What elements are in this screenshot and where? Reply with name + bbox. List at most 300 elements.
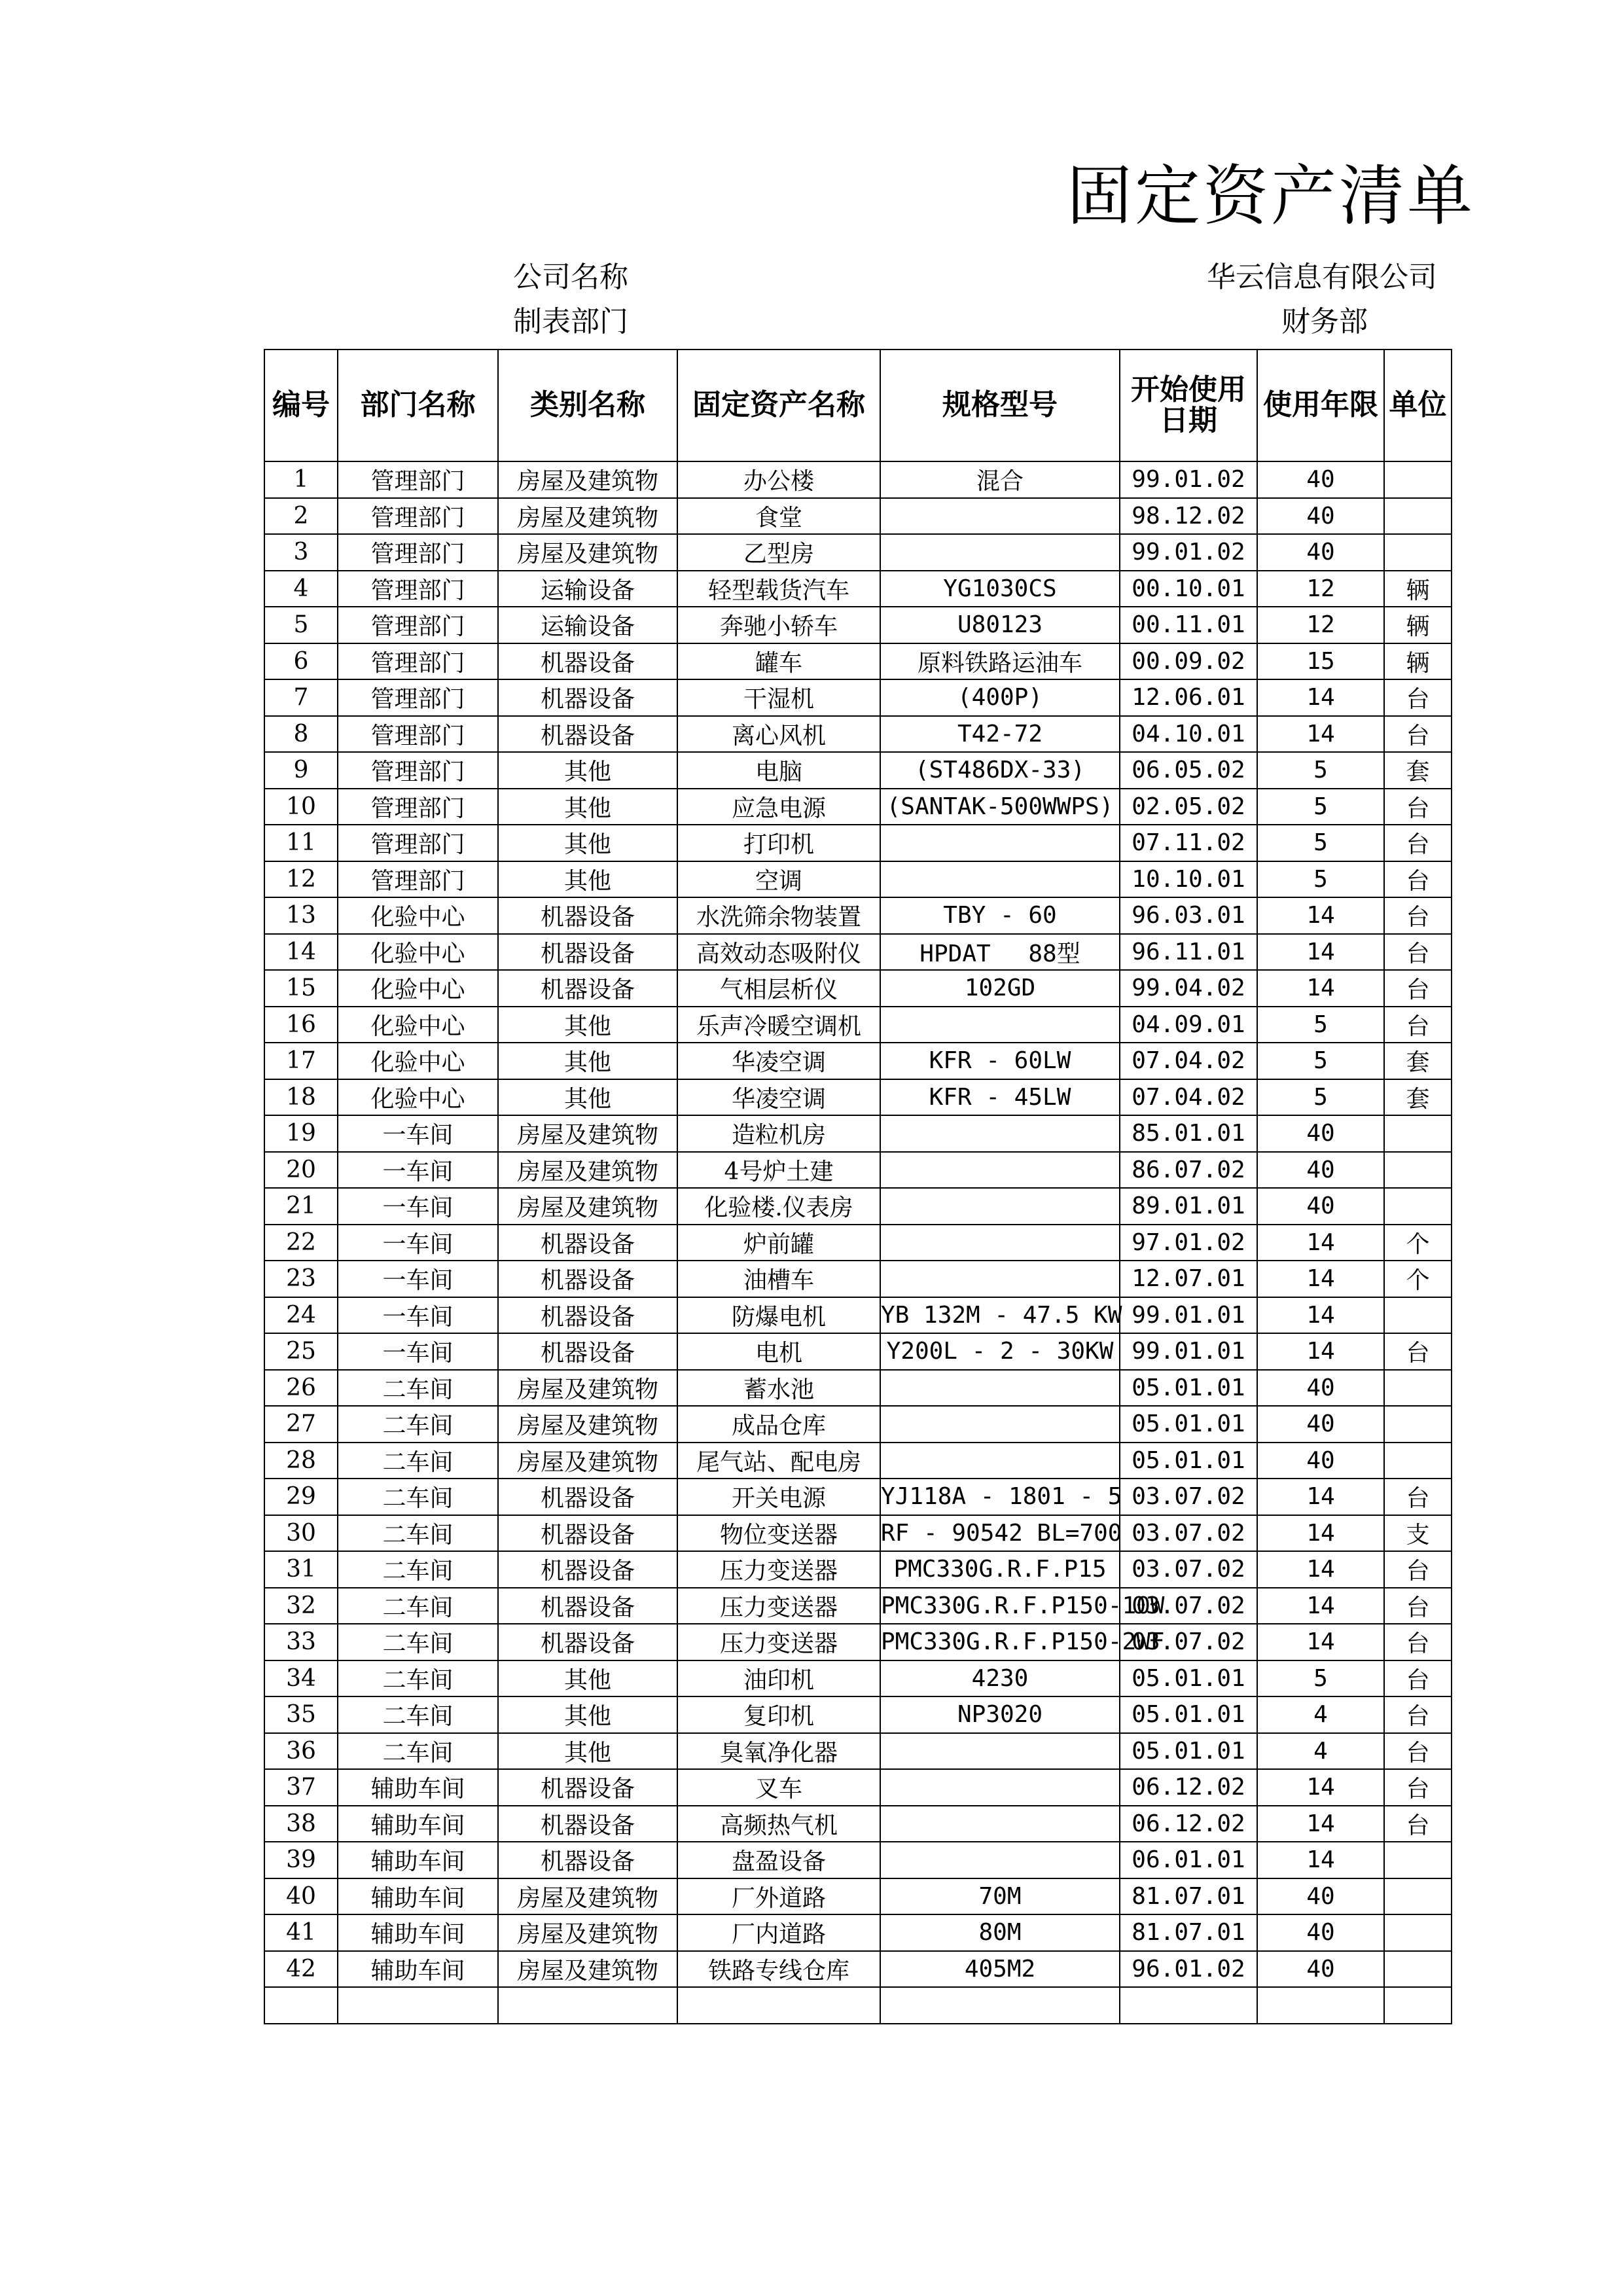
cell-unit [1384, 534, 1452, 571]
cell-start-date: 04.09.01 [1120, 1007, 1257, 1043]
table-row [264, 534, 1452, 571]
cell-category: 机器设备 [498, 643, 677, 680]
cell-asset-name: 油槽车 [677, 1261, 880, 1297]
cell-start-date: 97.01.02 [1120, 1225, 1257, 1261]
cell-start-date: 81.07.01 [1120, 1914, 1257, 1951]
cell-asset-name: 炉前罐 [677, 1225, 880, 1261]
cell-spec: KFR - 60LW [880, 1043, 1120, 1079]
cell-id: 14 [264, 934, 338, 971]
cell-unit [1384, 461, 1452, 498]
cell-spec [880, 1115, 1120, 1152]
cell-department: 管理部门 [338, 825, 498, 861]
cell-asset-name: 叉车 [677, 1769, 880, 1806]
table-row [264, 1297, 1452, 1334]
cell-asset-name: 压力变送器 [677, 1588, 880, 1624]
cell-service-years: 40 [1257, 498, 1384, 535]
cell-asset-name: 开关电源 [677, 1479, 880, 1515]
cell-start-date: 07.11.02 [1120, 825, 1257, 861]
cell-spec: PMC330G.R.F.P15 [880, 1551, 1120, 1588]
cell-spec: 80M [880, 1914, 1120, 1951]
table-row [264, 1696, 1452, 1733]
cell-start-date: 99.01.01 [1120, 1297, 1257, 1334]
cell-service-years: 14 [1257, 934, 1384, 971]
table-row [264, 607, 1452, 643]
header-asset-name: 固定资产名称 [677, 350, 880, 461]
cell-department: 管理部门 [338, 498, 498, 535]
cell-category: 房屋及建筑物 [498, 1370, 677, 1407]
cell-unit: 台 [1384, 861, 1452, 898]
table-row [264, 1914, 1452, 1951]
cell-asset-name: 复印机 [677, 1696, 880, 1733]
table-row [264, 1370, 1452, 1407]
cell-id: 7 [264, 679, 338, 716]
cell-start-date: 99.04.02 [1120, 970, 1257, 1007]
table-row [264, 1551, 1452, 1588]
cell-start-date: 86.07.02 [1120, 1152, 1257, 1189]
cell-spec: 4230 [880, 1660, 1120, 1697]
cell-spec: 70M [880, 1878, 1120, 1915]
table-row [264, 1842, 1452, 1878]
cell-start-date: 07.04.02 [1120, 1079, 1257, 1116]
cell-category: 机器设备 [498, 1225, 677, 1261]
header-unit: 单位 [1384, 350, 1452, 461]
cell-department: 一车间 [338, 1297, 498, 1334]
cell-unit: 台 [1384, 679, 1452, 716]
cell-service-years: 14 [1257, 1479, 1384, 1515]
cell-service-years: 40 [1257, 1370, 1384, 1407]
cell-start-date: 99.01.02 [1120, 461, 1257, 498]
cell-id: 21 [264, 1188, 338, 1225]
cell-department: 一车间 [338, 1261, 498, 1297]
cell-spec [880, 1443, 1120, 1479]
cell-id: 37 [264, 1769, 338, 1806]
cell-service-years: 5 [1257, 861, 1384, 898]
table-row [264, 1515, 1452, 1552]
cell-id: 6 [264, 643, 338, 680]
cell-id: 5 [264, 607, 338, 643]
table-row [264, 789, 1452, 825]
cell-unit [1384, 1987, 1452, 2024]
cell-service-years: 12 [1257, 571, 1384, 607]
cell-asset-name: 高效动态吸附仪 [677, 934, 880, 971]
cell-spec [880, 1806, 1120, 1842]
cell-id: 26 [264, 1370, 338, 1407]
cell-department: 一车间 [338, 1333, 498, 1370]
cell-id: 25 [264, 1333, 338, 1370]
cell-id: 41 [264, 1914, 338, 1951]
table-row [264, 1225, 1452, 1261]
cell-unit: 支 [1384, 1515, 1452, 1552]
cell-department: 化验中心 [338, 1007, 498, 1043]
cell-unit: 辆 [1384, 643, 1452, 680]
cell-start-date: 03.07.02 [1120, 1588, 1257, 1624]
cell-asset-name: 化验楼.仪表房 [677, 1188, 880, 1225]
cell-asset-name: 乙型房 [677, 534, 880, 571]
table-row [264, 970, 1452, 1007]
cell-service-years: 40 [1257, 1951, 1384, 1988]
cell-unit [1384, 1115, 1452, 1152]
cell-department: 二车间 [338, 1696, 498, 1733]
cell-service-years: 14 [1257, 1588, 1384, 1624]
cell-service-years: 40 [1257, 1115, 1384, 1152]
table-row [264, 716, 1452, 753]
table-row [264, 679, 1452, 716]
cell-category: 房屋及建筑物 [498, 1152, 677, 1189]
table-row [264, 1115, 1452, 1152]
table-row [264, 571, 1452, 607]
cell-spec: NP3020 [880, 1696, 1120, 1733]
cell-start-date: 04.10.01 [1120, 716, 1257, 753]
cell-service-years: 4 [1257, 1733, 1384, 1770]
cell-department: 二车间 [338, 1624, 498, 1660]
cell-id: 15 [264, 970, 338, 1007]
cell-unit: 辆 [1384, 607, 1452, 643]
cell-spec: RF - 90542 BL=700 [880, 1515, 1120, 1552]
cell-spec: 102GD [880, 970, 1120, 1007]
cell-start-date: 05.01.01 [1120, 1443, 1257, 1479]
cell-spec: (ST486DX-33) [880, 752, 1120, 789]
cell-service-years: 14 [1257, 897, 1384, 934]
cell-category: 机器设备 [498, 679, 677, 716]
cell-asset-name: 电脑 [677, 752, 880, 789]
cell-unit: 台 [1384, 1624, 1452, 1660]
cell-category: 房屋及建筑物 [498, 1188, 677, 1225]
cell-department: 管理部门 [338, 461, 498, 498]
cell-id: 20 [264, 1152, 338, 1189]
cell-id: 31 [264, 1551, 338, 1588]
cell-department: 辅助车间 [338, 1806, 498, 1842]
cell-unit [1384, 1443, 1452, 1479]
cell-asset-name: 厂外道路 [677, 1878, 880, 1915]
cell-service-years: 14 [1257, 716, 1384, 753]
cell-department: 管理部门 [338, 861, 498, 898]
table-row [264, 1007, 1452, 1043]
cell-unit: 台 [1384, 1769, 1452, 1806]
cell-id: 24 [264, 1297, 338, 1334]
cell-unit: 套 [1384, 1043, 1452, 1079]
table-row [264, 1443, 1452, 1479]
cell-department: 二车间 [338, 1370, 498, 1407]
cell-unit [1384, 498, 1452, 535]
department-label: 制表部门 [513, 305, 628, 338]
cell-department: 管理部门 [338, 571, 498, 607]
cell-unit [1384, 1878, 1452, 1915]
cell-spec: PMC330G.R.F.P150-2WF [880, 1624, 1120, 1660]
cell-department: 辅助车间 [338, 1842, 498, 1878]
cell-service-years: 5 [1257, 1079, 1384, 1116]
cell-id: 22 [264, 1225, 338, 1261]
cell-spec [880, 1842, 1120, 1878]
cell-service-years: 40 [1257, 1406, 1384, 1443]
table-row [264, 1951, 1452, 1988]
cell-department: 化验中心 [338, 1043, 498, 1079]
cell-service-years: 14 [1257, 1769, 1384, 1806]
cell-unit: 台 [1384, 897, 1452, 934]
header-department: 部门名称 [338, 350, 498, 461]
cell-category [498, 1987, 677, 2024]
cell-department: 辅助车间 [338, 1878, 498, 1915]
cell-category: 运输设备 [498, 607, 677, 643]
table-row [264, 752, 1452, 789]
cell-start-date: 00.09.02 [1120, 643, 1257, 680]
cell-start-date: 05.01.01 [1120, 1733, 1257, 1770]
table-row [264, 1043, 1452, 1079]
cell-asset-name: 造粒机房 [677, 1115, 880, 1152]
cell-department: 二车间 [338, 1443, 498, 1479]
cell-spec: YJ118A - 1801 - 5 [880, 1479, 1120, 1515]
cell-service-years: 14 [1257, 1333, 1384, 1370]
table-row [264, 1406, 1452, 1443]
table-row [264, 897, 1452, 934]
cell-department: 二车间 [338, 1551, 498, 1588]
cell-spec: PMC330G.R.F.P150-10W [880, 1588, 1120, 1624]
cell-asset-name: 4号炉土建 [677, 1152, 880, 1189]
cell-category: 机器设备 [498, 1806, 677, 1842]
cell-asset-name: 罐车 [677, 643, 880, 680]
cell-service-years: 40 [1257, 1152, 1384, 1189]
cell-start-date: 00.11.01 [1120, 607, 1257, 643]
cell-id: 39 [264, 1842, 338, 1878]
cell-unit: 台 [1384, 716, 1452, 753]
cell-start-date: 12.06.01 [1120, 679, 1257, 716]
cell-asset-name: 盘盈设备 [677, 1842, 880, 1878]
cell-start-date: 12.07.01 [1120, 1261, 1257, 1297]
cell-service-years: 40 [1257, 1443, 1384, 1479]
cell-start-date [1120, 1987, 1257, 2024]
cell-start-date: 96.01.02 [1120, 1951, 1257, 1988]
cell-category: 机器设备 [498, 1479, 677, 1515]
cell-start-date: 98.12.02 [1120, 498, 1257, 535]
cell-service-years: 14 [1257, 679, 1384, 716]
cell-id: 17 [264, 1043, 338, 1079]
cell-asset-name: 高频热气机 [677, 1806, 880, 1842]
cell-id: 38 [264, 1806, 338, 1842]
cell-unit: 台 [1384, 825, 1452, 861]
cell-unit: 台 [1384, 1333, 1452, 1370]
cell-unit [1384, 1152, 1452, 1189]
cell-category: 机器设备 [498, 897, 677, 934]
cell-start-date: 81.07.01 [1120, 1878, 1257, 1915]
cell-start-date: 06.12.02 [1120, 1769, 1257, 1806]
cell-unit: 台 [1384, 934, 1452, 971]
cell-id: 2 [264, 498, 338, 535]
header-id: 编号 [264, 350, 338, 461]
cell-id: 34 [264, 1660, 338, 1697]
cell-asset-name: 乐声冷暖空调机 [677, 1007, 880, 1043]
cell-spec [880, 534, 1120, 571]
cell-asset-name: 华凌空调 [677, 1079, 880, 1116]
cell-id: 11 [264, 825, 338, 861]
cell-unit: 辆 [1384, 571, 1452, 607]
cell-unit: 台 [1384, 1806, 1452, 1842]
cell-category: 其他 [498, 1660, 677, 1697]
cell-spec: T42-72 [880, 716, 1120, 753]
cell-unit: 套 [1384, 1079, 1452, 1116]
cell-service-years: 40 [1257, 1188, 1384, 1225]
header-category: 类别名称 [498, 350, 677, 461]
cell-asset-name: 轻型载货汽车 [677, 571, 880, 607]
cell-department: 管理部门 [338, 643, 498, 680]
header-start-date: 开始使用日期 [1120, 350, 1257, 461]
cell-department: 二车间 [338, 1479, 498, 1515]
cell-department: 一车间 [338, 1152, 498, 1189]
cell-spec [880, 1733, 1120, 1770]
cell-start-date: 10.10.01 [1120, 861, 1257, 898]
cell-asset-name: 离心风机 [677, 716, 880, 753]
cell-asset-name: 尾气站、配电房 [677, 1443, 880, 1479]
cell-department: 化验中心 [338, 897, 498, 934]
cell-asset-name: 蓄水池 [677, 1370, 880, 1407]
cell-start-date: 03.07.02 [1120, 1479, 1257, 1515]
company-name-value: 华云信息有限公司 [1207, 260, 1437, 294]
cell-asset-name: 食堂 [677, 498, 880, 535]
cell-service-years: 14 [1257, 1225, 1384, 1261]
table-row [264, 643, 1452, 680]
cell-service-years: 5 [1257, 1043, 1384, 1079]
cell-category: 房屋及建筑物 [498, 1443, 677, 1479]
cell-unit [1384, 1406, 1452, 1443]
cell-department: 一车间 [338, 1188, 498, 1225]
cell-start-date: 89.01.01 [1120, 1188, 1257, 1225]
cell-asset-name: 华凌空调 [677, 1043, 880, 1079]
table-row [264, 1333, 1452, 1370]
cell-spec: YB 132M - 47.5 KW [880, 1297, 1120, 1334]
cell-asset-name: 防爆电机 [677, 1297, 880, 1334]
cell-id: 30 [264, 1515, 338, 1552]
cell-category: 机器设备 [498, 1261, 677, 1297]
cell-service-years [1257, 1987, 1384, 2024]
company-name-label: 公司名称 [513, 260, 628, 294]
cell-unit: 台 [1384, 1479, 1452, 1515]
cell-category: 房屋及建筑物 [498, 1406, 677, 1443]
cell-unit: 台 [1384, 1660, 1452, 1697]
cell-service-years: 5 [1257, 825, 1384, 861]
cell-id: 18 [264, 1079, 338, 1116]
cell-id: 28 [264, 1443, 338, 1479]
cell-category: 机器设备 [498, 1769, 677, 1806]
cell-id: 33 [264, 1624, 338, 1660]
header-spec: 规格型号 [880, 350, 1120, 461]
cell-id: 32 [264, 1588, 338, 1624]
cell-id: 9 [264, 752, 338, 789]
cell-category: 其他 [498, 752, 677, 789]
cell-unit: 台 [1384, 970, 1452, 1007]
cell-asset-name [677, 1987, 880, 2024]
cell-start-date: 99.01.02 [1120, 534, 1257, 571]
cell-id: 3 [264, 534, 338, 571]
cell-asset-name: 气相层析仪 [677, 970, 880, 1007]
table-row [264, 1152, 1452, 1189]
cell-service-years: 14 [1257, 1842, 1384, 1878]
cell-department: 管理部门 [338, 679, 498, 716]
cell-unit [1384, 1951, 1452, 1988]
cell-department: 辅助车间 [338, 1951, 498, 1988]
cell-spec [880, 1370, 1120, 1407]
cell-spec: U80123 [880, 607, 1120, 643]
cell-unit [1384, 1370, 1452, 1407]
cell-id: 40 [264, 1878, 338, 1915]
cell-unit: 台 [1384, 1551, 1452, 1588]
table-row [264, 1079, 1452, 1116]
cell-category: 机器设备 [498, 970, 677, 1007]
cell-id: 4 [264, 571, 338, 607]
table-row [264, 1660, 1452, 1697]
cell-id: 12 [264, 861, 338, 898]
cell-service-years: 14 [1257, 1261, 1384, 1297]
cell-category: 其他 [498, 1043, 677, 1079]
cell-category: 其他 [498, 861, 677, 898]
cell-id: 1 [264, 461, 338, 498]
cell-spec [880, 498, 1120, 535]
cell-unit [1384, 1842, 1452, 1878]
cell-spec: YG1030CS [880, 571, 1120, 607]
table-header-row [264, 350, 1452, 461]
table-row [264, 1479, 1452, 1515]
cell-category: 机器设备 [498, 716, 677, 753]
cell-category: 机器设备 [498, 1297, 677, 1334]
cell-category: 房屋及建筑物 [498, 534, 677, 571]
cell-spec: 405M2 [880, 1951, 1120, 1988]
cell-spec [880, 1987, 1120, 2024]
cell-category: 运输设备 [498, 571, 677, 607]
cell-category: 其他 [498, 1696, 677, 1733]
cell-id: 13 [264, 897, 338, 934]
cell-unit: 台 [1384, 1696, 1452, 1733]
cell-unit: 台 [1384, 1007, 1452, 1043]
cell-spec [880, 825, 1120, 861]
cell-start-date: 05.01.01 [1120, 1660, 1257, 1697]
cell-department [338, 1987, 498, 2024]
cell-category: 机器设备 [498, 1551, 677, 1588]
asset-table-body [264, 461, 1452, 2024]
cell-category: 其他 [498, 1733, 677, 1770]
cell-service-years: 14 [1257, 1297, 1384, 1334]
cell-unit: 个 [1384, 1261, 1452, 1297]
cell-start-date: 05.01.01 [1120, 1370, 1257, 1407]
cell-asset-name: 干湿机 [677, 679, 880, 716]
cell-department: 二车间 [338, 1515, 498, 1552]
cell-category: 房屋及建筑物 [498, 461, 677, 498]
cell-asset-name: 水洗筛余物装置 [677, 897, 880, 934]
cell-department: 化验中心 [338, 970, 498, 1007]
table-row [264, 934, 1452, 971]
cell-unit: 台 [1384, 1733, 1452, 1770]
table-row [264, 1878, 1452, 1915]
cell-id: 42 [264, 1951, 338, 1988]
cell-start-date: 99.01.01 [1120, 1333, 1257, 1370]
cell-unit: 台 [1384, 1588, 1452, 1624]
cell-category: 其他 [498, 789, 677, 825]
cell-department: 管理部门 [338, 716, 498, 753]
cell-asset-name: 电机 [677, 1333, 880, 1370]
cell-start-date: 06.05.02 [1120, 752, 1257, 789]
cell-category: 房屋及建筑物 [498, 1878, 677, 1915]
table-row [264, 1806, 1452, 1842]
cell-start-date: 85.01.01 [1120, 1115, 1257, 1152]
cell-unit [1384, 1914, 1452, 1951]
cell-spec: TBY - 60 [880, 897, 1120, 934]
department-value: 财务部 [1281, 305, 1368, 338]
cell-id: 16 [264, 1007, 338, 1043]
cell-spec: 原料铁路运油车 [880, 643, 1120, 680]
cell-asset-name: 物位变送器 [677, 1515, 880, 1552]
cell-spec: (400P) [880, 679, 1120, 716]
cell-asset-name: 臭氧净化器 [677, 1733, 880, 1770]
cell-service-years: 5 [1257, 1007, 1384, 1043]
cell-spec [880, 1769, 1120, 1806]
cell-category: 机器设备 [498, 1333, 677, 1370]
cell-department: 二车间 [338, 1733, 498, 1770]
